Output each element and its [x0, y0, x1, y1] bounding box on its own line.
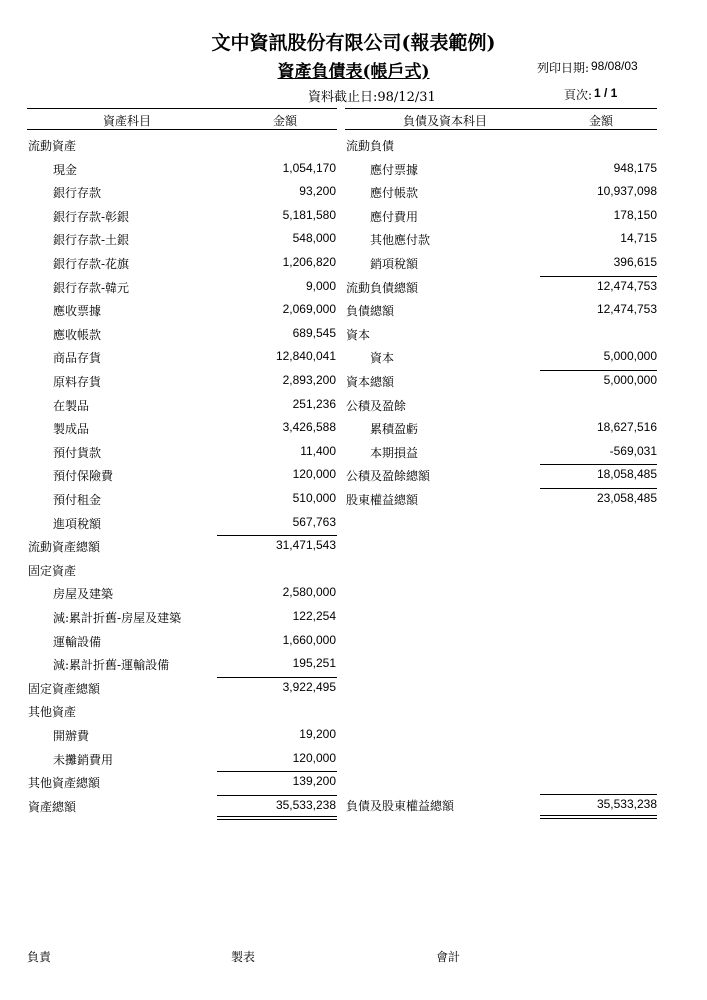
- asset-row-amount: 1,054,170: [282, 160, 336, 175]
- asset-row-amount: 251,236: [292, 396, 336, 411]
- asset-row-label: 應收票據: [53, 304, 102, 319]
- print-date: 98/08/03: [591, 59, 638, 73]
- asset-row-label: 預付貨款: [53, 445, 102, 460]
- grand-total-right-amount: 35,533,238: [596, 797, 657, 811]
- liability-row-amount: 18,058,485: [596, 467, 657, 482]
- header-rule-left: [27, 108, 337, 109]
- asset-row-label: 在製品: [53, 398, 90, 413]
- company-title: 文中資訊股份有限公司(報表範例): [211, 32, 496, 54]
- asset-row-label: 固定資產總額: [28, 681, 101, 696]
- signature-responsible: 負責: [27, 950, 52, 964]
- asset-row-amount: 195,251: [292, 656, 336, 671]
- asset-row-amount: 9,000: [305, 278, 336, 293]
- liability-row-label: 應付票據: [370, 162, 419, 177]
- subtotal-rule: [540, 276, 657, 277]
- liability-row-label: 資本總額: [346, 375, 395, 389]
- asset-row-amount: 3,426,588: [282, 420, 336, 435]
- liability-row-label: 資本: [346, 327, 371, 342]
- asset-row-label: 銀行存款-土銀: [53, 233, 130, 248]
- asset-row-label: 未攤銷費用: [53, 752, 114, 767]
- subtotal-rule: [217, 535, 337, 536]
- asset-row-amount: 122,254: [292, 609, 336, 623]
- subtotal-rule: [217, 771, 337, 772]
- grand-total-right-label: 負債及股東權益總額: [346, 799, 455, 813]
- liability-row-amount: 5,000,000: [603, 349, 657, 364]
- asset-row-label: 資產總額: [28, 799, 77, 814]
- liability-row-label: 公積及盈餘總額: [346, 469, 431, 484]
- asset-row-label: 流動資產: [28, 139, 77, 153]
- asset-row-amount: 120,000: [292, 467, 336, 482]
- header-rule-right: [345, 108, 657, 109]
- liability-row-amount: 5,000,000: [603, 373, 657, 387]
- asset-row-label: 房屋及建築: [53, 587, 114, 602]
- subtotal-rule: [217, 795, 337, 796]
- total-double-rule: [217, 816, 337, 820]
- asset-row-amount: 2,580,000: [282, 585, 336, 600]
- asset-row-label: 運輸設備: [53, 634, 102, 649]
- asset-row-amount: 2,893,200: [282, 373, 336, 387]
- page-number: 1 / 1: [594, 86, 618, 100]
- report-title: 資產負債表(帳戶式): [277, 62, 430, 82]
- liability-row-label: 負債總額: [346, 304, 395, 319]
- liability-row-amount: 18,627,516: [596, 420, 657, 435]
- print-date-label: 列印日期:: [537, 61, 590, 75]
- asset-row-label: 銀行存款-彰銀: [53, 209, 130, 224]
- signature-accounting: 會計: [436, 950, 461, 964]
- liability-row-amount: 178,150: [613, 207, 657, 222]
- liability-row-label: 累積盈虧: [370, 422, 419, 437]
- asset-row-amount: 5,181,580: [282, 207, 336, 222]
- asset-row-amount: 35,533,238: [275, 797, 336, 812]
- asset-row-label: 其他資產總額: [28, 776, 101, 791]
- left-header-account: 資產科目: [102, 114, 151, 128]
- asset-row-label: 預付租金: [53, 493, 102, 507]
- subtotal-rule: [540, 370, 657, 371]
- liability-row-label: 股東權益總額: [346, 493, 419, 507]
- liability-row-label: 其他應付款: [370, 233, 431, 248]
- asset-row-label: 銀行存款-花旗: [53, 257, 130, 271]
- asset-row-label: 銀行存款-韓元: [53, 280, 130, 295]
- asset-row-label: 現金: [53, 162, 78, 177]
- asset-row-amount: 3,922,495: [282, 679, 336, 694]
- column-header-rule-left: [27, 129, 337, 130]
- asset-row-label: 開辦費: [53, 729, 90, 743]
- asset-row-amount: 19,200: [299, 727, 336, 741]
- liability-row-amount: 23,058,485: [596, 491, 657, 505]
- asset-row-label: 流動資產總額: [28, 540, 101, 555]
- liability-row-label: 銷項稅額: [370, 257, 419, 271]
- liability-row-label: 應付帳款: [370, 186, 419, 201]
- liability-row-amount: 14,715: [620, 231, 657, 246]
- grand-total-right-rule: [540, 794, 657, 795]
- liability-row-amount: 396,615: [613, 255, 657, 269]
- asset-row-label: 減:累計折舊-運輸設備: [53, 658, 170, 673]
- liability-row-amount: 10,937,098: [596, 184, 657, 199]
- right-header-amount: 金額: [588, 114, 613, 128]
- asset-row-amount: 510,000: [292, 491, 336, 505]
- asset-row-amount: 689,545: [292, 325, 336, 340]
- grand-total-right-double-rule: [540, 815, 657, 819]
- liability-row-label: 公積及盈餘: [346, 398, 407, 413]
- asset-row-label: 預付保險費: [53, 469, 114, 484]
- asset-row-label: 減:累計折舊-房屋及建築: [53, 611, 182, 625]
- liability-row-amount: 12,474,753: [596, 302, 657, 317]
- liability-row-label: 資本: [370, 351, 395, 366]
- asset-row-label: 原料存貨: [53, 375, 102, 389]
- asset-row-amount: 93,200: [299, 184, 336, 199]
- column-header-rule-right: [345, 129, 657, 130]
- asset-row-amount: 1,206,820: [282, 255, 336, 269]
- asset-row-label: 應收帳款: [53, 327, 102, 342]
- subtotal-rule: [540, 464, 657, 465]
- asset-row-amount: 120,000: [292, 750, 336, 765]
- right-header-account: 負債及資本科目: [402, 114, 487, 128]
- asset-row-label: 其他資產: [28, 705, 77, 720]
- asset-row-amount: 12,840,041: [275, 349, 336, 364]
- signature-prepared: 製表: [231, 950, 256, 964]
- liability-row-label: 流動負債總額: [346, 280, 419, 295]
- asset-row-amount: 11,400: [300, 443, 336, 458]
- page-label: 頁次:: [564, 88, 593, 102]
- asset-row-amount: 31,471,543: [275, 538, 336, 553]
- asset-row-amount: 2,069,000: [282, 302, 336, 317]
- asset-row-amount: 548,000: [292, 231, 336, 246]
- liability-row-label: 流動負債: [346, 139, 395, 153]
- liability-row-amount: 948,175: [613, 160, 657, 175]
- subtotal-rule: [540, 488, 657, 489]
- asset-row-amount: 567,763: [292, 514, 336, 529]
- asset-row-label: 製成品: [53, 422, 90, 437]
- asset-row-label: 銀行存款: [53, 186, 102, 201]
- liability-row-label: 本期損益: [370, 445, 419, 460]
- liability-row-label: 應付費用: [370, 209, 419, 224]
- asset-row-amount: 1,660,000: [282, 632, 336, 647]
- asset-row-label: 進項稅額: [53, 516, 102, 531]
- asset-row-label: 固定資產: [28, 563, 77, 578]
- liability-row-amount: -569,031: [609, 443, 657, 458]
- data-cutoff: 資料截止日:98/12/31: [308, 90, 436, 105]
- asset-row-label: 商品存貨: [53, 351, 102, 366]
- left-header-amount: 金額: [272, 114, 297, 128]
- asset-row-amount: 139,200: [292, 774, 336, 789]
- subtotal-rule: [217, 677, 337, 678]
- liability-row-amount: 12,474,753: [596, 278, 657, 293]
